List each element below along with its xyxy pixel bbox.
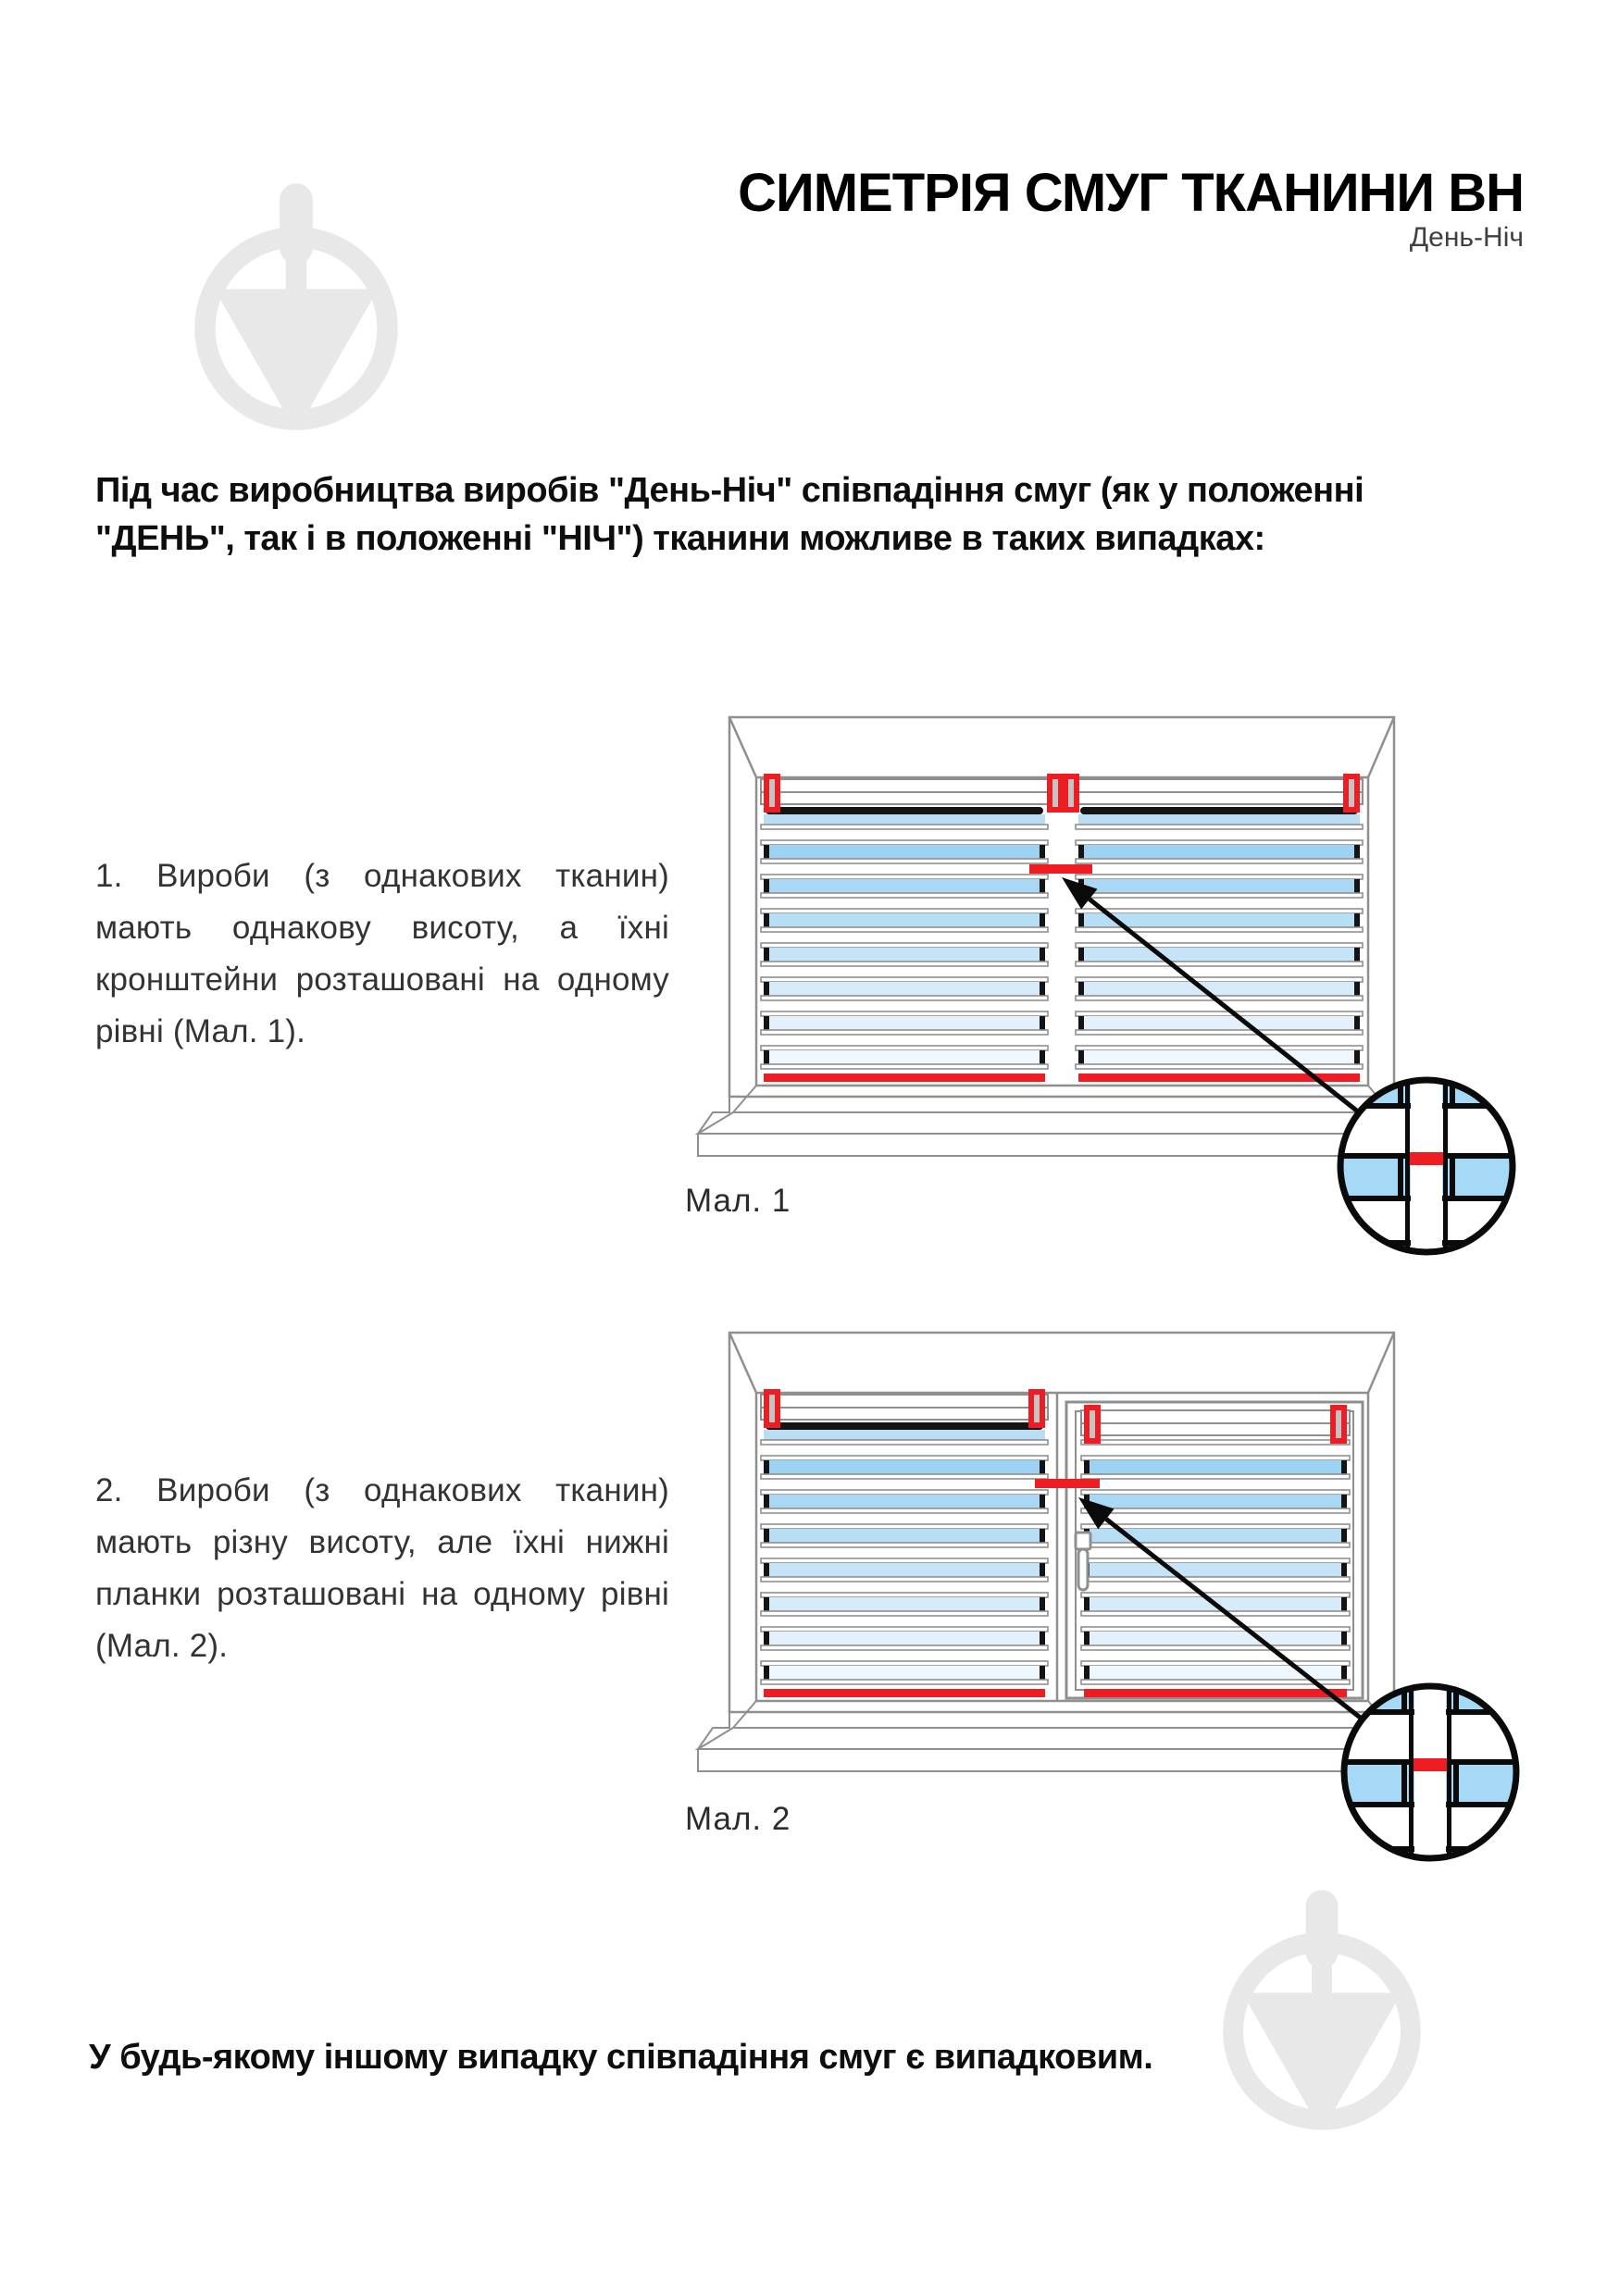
window-outer-frame bbox=[729, 1333, 1394, 1712]
watermark-logo-icon bbox=[1221, 1890, 1423, 2132]
band-end-cap bbox=[1341, 1597, 1347, 1611]
rail bbox=[761, 893, 1048, 898]
band-end-cap bbox=[1078, 1050, 1084, 1064]
rail bbox=[1076, 1046, 1363, 1050]
bracket-slot bbox=[1068, 779, 1074, 807]
band-end-cap bbox=[764, 1597, 769, 1611]
zoomed-band-end-cap bbox=[1450, 1153, 1455, 1201]
rail bbox=[1076, 909, 1363, 913]
rail bbox=[1076, 875, 1363, 879]
fabric-band bbox=[1078, 879, 1360, 893]
figure-2-caption: Мал. 2 bbox=[685, 1801, 791, 1837]
band-end-cap bbox=[1341, 1563, 1347, 1577]
blind-headrail bbox=[761, 779, 1048, 792]
rail bbox=[1081, 1490, 1350, 1495]
band-end-cap bbox=[1354, 1016, 1360, 1030]
footer-note: У будь-якому іншому випадку співпадіння смуг є випадковим. bbox=[89, 2038, 1153, 2077]
zoomed-gap-column bbox=[1414, 1684, 1446, 1860]
fabric-band bbox=[764, 1597, 1045, 1611]
bracket-slot bbox=[1090, 1410, 1095, 1438]
band-end-cap bbox=[1084, 1597, 1090, 1611]
fabric-band bbox=[764, 1460, 1045, 1474]
rail bbox=[1076, 859, 1363, 863]
fabric-band bbox=[1084, 1632, 1347, 1645]
rail bbox=[761, 1627, 1048, 1632]
rail bbox=[761, 1524, 1048, 1529]
window-sill-top bbox=[698, 1728, 1400, 1749]
rail bbox=[761, 1558, 1048, 1563]
rail bbox=[761, 1680, 1048, 1684]
band-end-cap bbox=[1354, 913, 1360, 927]
window-frame bbox=[698, 1333, 1518, 1879]
bracket-slot bbox=[1034, 1395, 1040, 1422]
zoomed-band-end-cap bbox=[1398, 1153, 1403, 1201]
rail bbox=[761, 1611, 1048, 1616]
band-end-cap bbox=[1040, 1666, 1045, 1680]
fabric-band bbox=[1078, 814, 1360, 825]
rail bbox=[1076, 1011, 1363, 1016]
window-frame bbox=[698, 717, 1514, 1263]
band-end-cap bbox=[1040, 1495, 1045, 1508]
bracket-slot bbox=[1052, 779, 1058, 807]
rail bbox=[761, 1661, 1048, 1666]
fabric-band bbox=[764, 1529, 1045, 1543]
band-end-cap bbox=[1354, 982, 1360, 996]
band-end-cap bbox=[764, 982, 769, 996]
window-sill-front bbox=[698, 1134, 1400, 1156]
band-end-cap bbox=[764, 1495, 769, 1508]
band-end-cap bbox=[1040, 1563, 1045, 1577]
rail bbox=[1081, 1508, 1350, 1513]
band-end-cap bbox=[1341, 1495, 1347, 1508]
window-sill-front bbox=[698, 1749, 1400, 1771]
figure-1-caption: Мал. 1 bbox=[685, 1183, 791, 1219]
blind-headrail bbox=[761, 1408, 1048, 1420]
window-sill-top bbox=[698, 1112, 1400, 1134]
zoomed-gap-edge bbox=[1447, 1684, 1451, 1860]
rail bbox=[761, 1474, 1048, 1479]
rail bbox=[761, 909, 1048, 913]
band-end-cap bbox=[764, 1529, 769, 1543]
fabric-band bbox=[764, 1563, 1045, 1577]
band-end-cap bbox=[1354, 1050, 1360, 1064]
rail bbox=[761, 1046, 1048, 1050]
fabric-band bbox=[764, 814, 1045, 825]
band-end-cap bbox=[1341, 1460, 1347, 1474]
fabric-band bbox=[764, 879, 1045, 893]
rail bbox=[761, 825, 1048, 829]
zoomed-gap-column bbox=[1411, 1078, 1442, 1254]
fabric-band bbox=[1084, 1563, 1347, 1577]
rail bbox=[1076, 927, 1363, 932]
rail bbox=[1081, 1611, 1350, 1616]
fabric-band bbox=[764, 845, 1045, 859]
band-end-cap bbox=[1040, 1597, 1045, 1611]
item-2-text: 2. Вироби (з однакових тканин) мають різну висоту, але їхні нижні планки розташовані на одному рівні (Мал. 2). bbox=[95, 1472, 669, 1664]
blind-headrail bbox=[761, 792, 1048, 804]
item-1-text: 1. Вироби (з однакових тканин) мають однакову висоту, а їхні кронштейни розташовані на одному рівні (Мал. 1). bbox=[95, 858, 669, 1049]
band-end-cap bbox=[1078, 948, 1084, 962]
rail bbox=[761, 1645, 1048, 1650]
band-end-cap bbox=[1078, 845, 1084, 859]
red-alignment-marker bbox=[1035, 1479, 1100, 1488]
rail bbox=[1081, 1440, 1350, 1445]
rail bbox=[761, 1577, 1048, 1582]
figure-2-window-diagram bbox=[657, 1305, 1592, 1879]
band-end-cap bbox=[764, 948, 769, 962]
band-end-cap bbox=[1084, 1460, 1090, 1474]
blind-headrail bbox=[1081, 1410, 1350, 1423]
dark-top-band bbox=[1080, 807, 1358, 814]
band-end-cap bbox=[1040, 1529, 1045, 1543]
rail bbox=[761, 927, 1048, 932]
zoomed-red-alignment-marker bbox=[1410, 1152, 1443, 1165]
band-end-cap bbox=[1040, 1016, 1045, 1030]
band-end-cap bbox=[764, 879, 769, 893]
fabric-band bbox=[764, 1016, 1045, 1030]
band-end-cap bbox=[764, 1632, 769, 1645]
rail bbox=[761, 1440, 1048, 1445]
fabric-band bbox=[1078, 1016, 1360, 1030]
window-handle bbox=[1078, 1549, 1088, 1590]
rail bbox=[1081, 1456, 1350, 1460]
band-end-cap bbox=[1078, 982, 1084, 996]
rail bbox=[761, 1490, 1048, 1495]
rail bbox=[1081, 1645, 1350, 1650]
rail bbox=[761, 943, 1048, 948]
band-end-cap bbox=[764, 1460, 769, 1474]
page-title: СИМЕТРІЯ СМУГ ТКАНИНИ ВН bbox=[738, 162, 1524, 223]
band-end-cap bbox=[1341, 1529, 1347, 1543]
rail bbox=[1081, 1661, 1350, 1666]
zoomed-band-end-cap bbox=[1453, 1759, 1459, 1807]
rail bbox=[761, 996, 1048, 1000]
fabric-band bbox=[764, 1666, 1045, 1680]
fabric-band bbox=[764, 1495, 1045, 1508]
band-end-cap bbox=[1354, 879, 1360, 893]
rail bbox=[761, 1456, 1048, 1460]
band-end-cap bbox=[1084, 1666, 1090, 1680]
fabric-band bbox=[1078, 845, 1360, 859]
rail bbox=[1081, 1558, 1350, 1563]
band-end-cap bbox=[1354, 948, 1360, 962]
bracket-slot bbox=[1349, 779, 1354, 807]
band-end-cap bbox=[1040, 913, 1045, 927]
bracket-slot bbox=[769, 1395, 775, 1422]
rail bbox=[761, 1543, 1048, 1547]
intro-paragraph: Під час виробництва виробів "День-Ніч" співпадіння смуг (як у положенні "ДЕНЬ", так і в положенні "НІЧ") тканини можливе в таких випадках: bbox=[95, 471, 1364, 558]
blind-headrail bbox=[1076, 792, 1363, 804]
figure-1-window-diagram bbox=[657, 689, 1592, 1263]
rail bbox=[1076, 1030, 1363, 1035]
rail bbox=[1076, 1064, 1363, 1069]
red-alignment-marker bbox=[1029, 864, 1092, 874]
dark-top-band bbox=[766, 1422, 1043, 1430]
zoomed-gap-edge bbox=[1443, 1078, 1448, 1254]
rail bbox=[1081, 1474, 1350, 1479]
band-end-cap bbox=[1040, 1632, 1045, 1645]
band-end-cap bbox=[1341, 1666, 1347, 1680]
blind-headrail bbox=[1081, 1423, 1350, 1435]
band-end-cap bbox=[764, 1666, 769, 1680]
rail bbox=[761, 859, 1048, 863]
band-end-cap bbox=[1040, 948, 1045, 962]
band-end-cap bbox=[764, 913, 769, 927]
rail bbox=[1081, 1627, 1350, 1632]
fabric-band bbox=[764, 982, 1045, 996]
band-end-cap bbox=[764, 1563, 769, 1577]
dark-top-band bbox=[766, 807, 1043, 814]
rail bbox=[1081, 1543, 1350, 1547]
rail bbox=[1076, 840, 1363, 845]
fabric-band bbox=[1078, 948, 1360, 962]
band-end-cap bbox=[1078, 1016, 1084, 1030]
band-end-cap bbox=[1040, 1050, 1045, 1064]
band-end-cap bbox=[1040, 1460, 1045, 1474]
band-end-cap bbox=[764, 845, 769, 859]
band-end-cap bbox=[764, 1016, 769, 1030]
fabric-band bbox=[764, 948, 1045, 962]
band-end-cap bbox=[1040, 879, 1045, 893]
band-end-cap bbox=[1040, 982, 1045, 996]
zoomed-gap-edge bbox=[1409, 1684, 1414, 1860]
bracket-slot bbox=[769, 779, 775, 807]
rail bbox=[761, 977, 1048, 982]
rail bbox=[761, 1030, 1048, 1035]
fabric-band bbox=[764, 913, 1045, 927]
rail bbox=[1076, 962, 1363, 966]
blind-headrail bbox=[1076, 779, 1363, 792]
rail bbox=[761, 840, 1048, 845]
band-end-cap bbox=[764, 1050, 769, 1064]
band-end-cap bbox=[1354, 845, 1360, 859]
fabric-band bbox=[764, 1050, 1045, 1064]
zoomed-red-alignment-marker bbox=[1414, 1758, 1447, 1771]
rail bbox=[761, 962, 1048, 966]
rail bbox=[1076, 893, 1363, 898]
blind-headrail bbox=[761, 1395, 1048, 1408]
fabric-band bbox=[1078, 1050, 1360, 1064]
rail bbox=[761, 1593, 1048, 1597]
zoomed-band-end-cap bbox=[1401, 1759, 1407, 1807]
bottom-bar bbox=[764, 1689, 1045, 1697]
fabric-band bbox=[1084, 1495, 1347, 1508]
fabric-band bbox=[1078, 982, 1360, 996]
rail bbox=[1076, 943, 1363, 948]
rail bbox=[1076, 825, 1363, 829]
band-end-cap bbox=[1341, 1632, 1347, 1645]
page-subtitle: День-Ніч bbox=[1409, 222, 1524, 253]
band-end-cap bbox=[1040, 845, 1045, 859]
window-handle-base bbox=[1076, 1533, 1090, 1549]
rail bbox=[1076, 977, 1363, 982]
bottom-bar bbox=[1084, 1689, 1347, 1697]
fabric-band bbox=[764, 1430, 1045, 1440]
rail bbox=[761, 1064, 1048, 1069]
bracket-slot bbox=[1336, 1410, 1341, 1438]
rail bbox=[761, 1011, 1048, 1016]
band-end-cap bbox=[1078, 913, 1084, 927]
bottom-bar bbox=[764, 1074, 1045, 1082]
fabric-band bbox=[764, 1632, 1045, 1645]
rail bbox=[761, 875, 1048, 879]
band-end-cap bbox=[1084, 1632, 1090, 1645]
rail bbox=[1081, 1593, 1350, 1597]
fabric-band bbox=[1084, 1460, 1347, 1474]
zoomed-gap-edge bbox=[1405, 1078, 1410, 1254]
rail bbox=[761, 1508, 1048, 1513]
rail bbox=[1081, 1577, 1350, 1582]
